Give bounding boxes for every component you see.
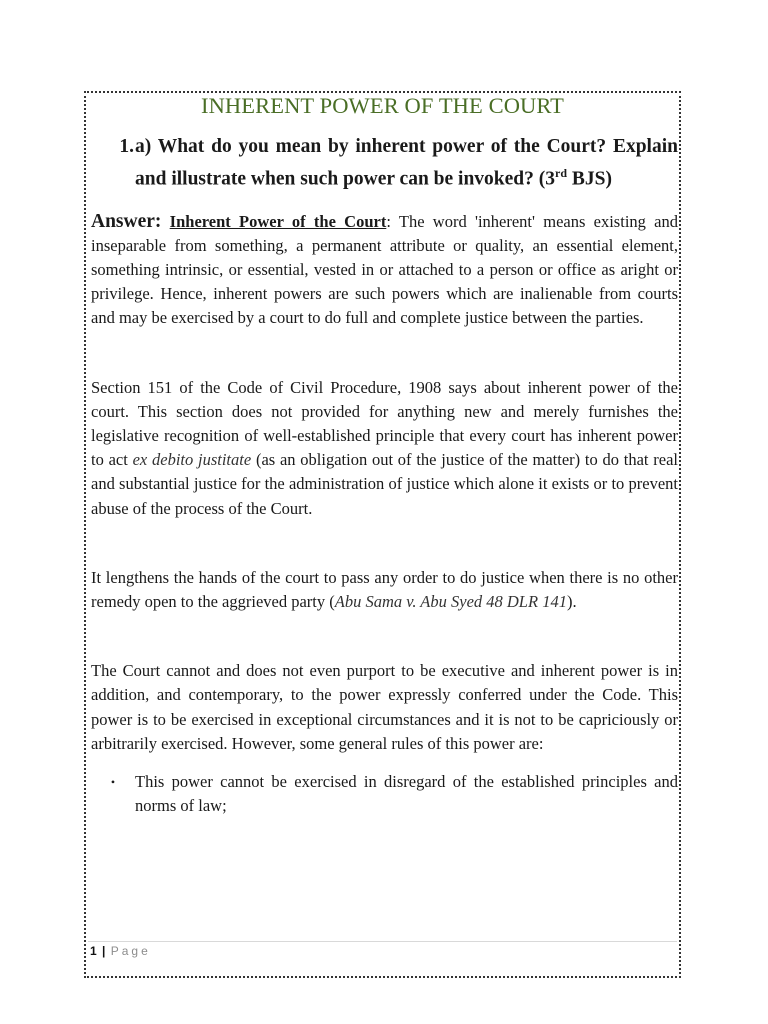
remedy-text-end: ). — [566, 591, 577, 611]
exceptional-paragraph: The Court cannot and does not even purport to be executive and inherent power is in addition, and contemporary, to the power expressly conferred under the Code. This power is to be exercised in exceptional circumstances and it is not to be capriciously or arbitrarily exercised. However, some general rules of this power are: — [91, 661, 678, 753]
latin-phrase: ex debito justitate — [132, 450, 252, 470]
section-151-text-start: Section 151 of the Code of Civil Procedure, 1908 says about inherent power of the court. This section does not provided for anything new and merely furnishes the legislative recognition of well-established principle that every court has inherent power to act — [91, 377, 678, 470]
question-number: 1. — [119, 136, 134, 157]
question-1 — [91, 133, 678, 193]
page-number: 1 — [90, 944, 97, 958]
list-item — [91, 770, 678, 818]
general-rules-list — [91, 770, 678, 818]
case-citation: Abu Sama v. Abu Syed 48 DLR 141 — [334, 591, 567, 611]
footer-divider — [88, 941, 677, 942]
answer-label: Answer: — [91, 210, 162, 232]
answer-heading-colon: : — [386, 211, 391, 231]
section-151-paragraph — [91, 376, 678, 521]
question-text-main: a) What do you mean by inherent power of the Court? Explain and illustrate when such power can be invoked? (3 — [135, 136, 678, 190]
remedy-paragraph — [91, 566, 678, 614]
page-separator: | — [102, 944, 106, 958]
question-text — [134, 133, 678, 193]
answer-heading: Inherent Power of the Court — [169, 211, 387, 231]
section-151-text-end: (as an obligation out of the justice of the matter) to do that real and substantial justice for the administration of justice which alone it exists or to prevent abuse of the process of the Court. — [91, 450, 678, 518]
answer-paragraph — [91, 210, 678, 331]
question-text-end: BJS) — [567, 168, 613, 190]
list-item-text: This power cannot be exercised in disregard of the established principles and norms of law; — [135, 771, 678, 816]
remedy-text-start: It lengthens the hands of the court to pass any order to do justice when there is no other remedy open to the aggrieved party ( — [91, 567, 678, 611]
document-title: INHERENT POWER OF THE COURT — [200, 93, 565, 118]
page-label: Page — [110, 944, 151, 958]
page-footer — [90, 944, 151, 958]
question-superscript: rd — [555, 166, 568, 180]
document-body — [91, 133, 678, 818]
answer-body: The word 'inherent' means existing and inseparable from something, a permanent attribute or quality, an essential element, something intrinsic, or essential, vested in or attached to a person or office as aright or privilege. Hence, inherent powers are such powers which are inalienable from courts and may be exercised by a court to do full and complete justice between the parties. — [91, 211, 678, 328]
bullet-icon: • — [110, 774, 116, 789]
